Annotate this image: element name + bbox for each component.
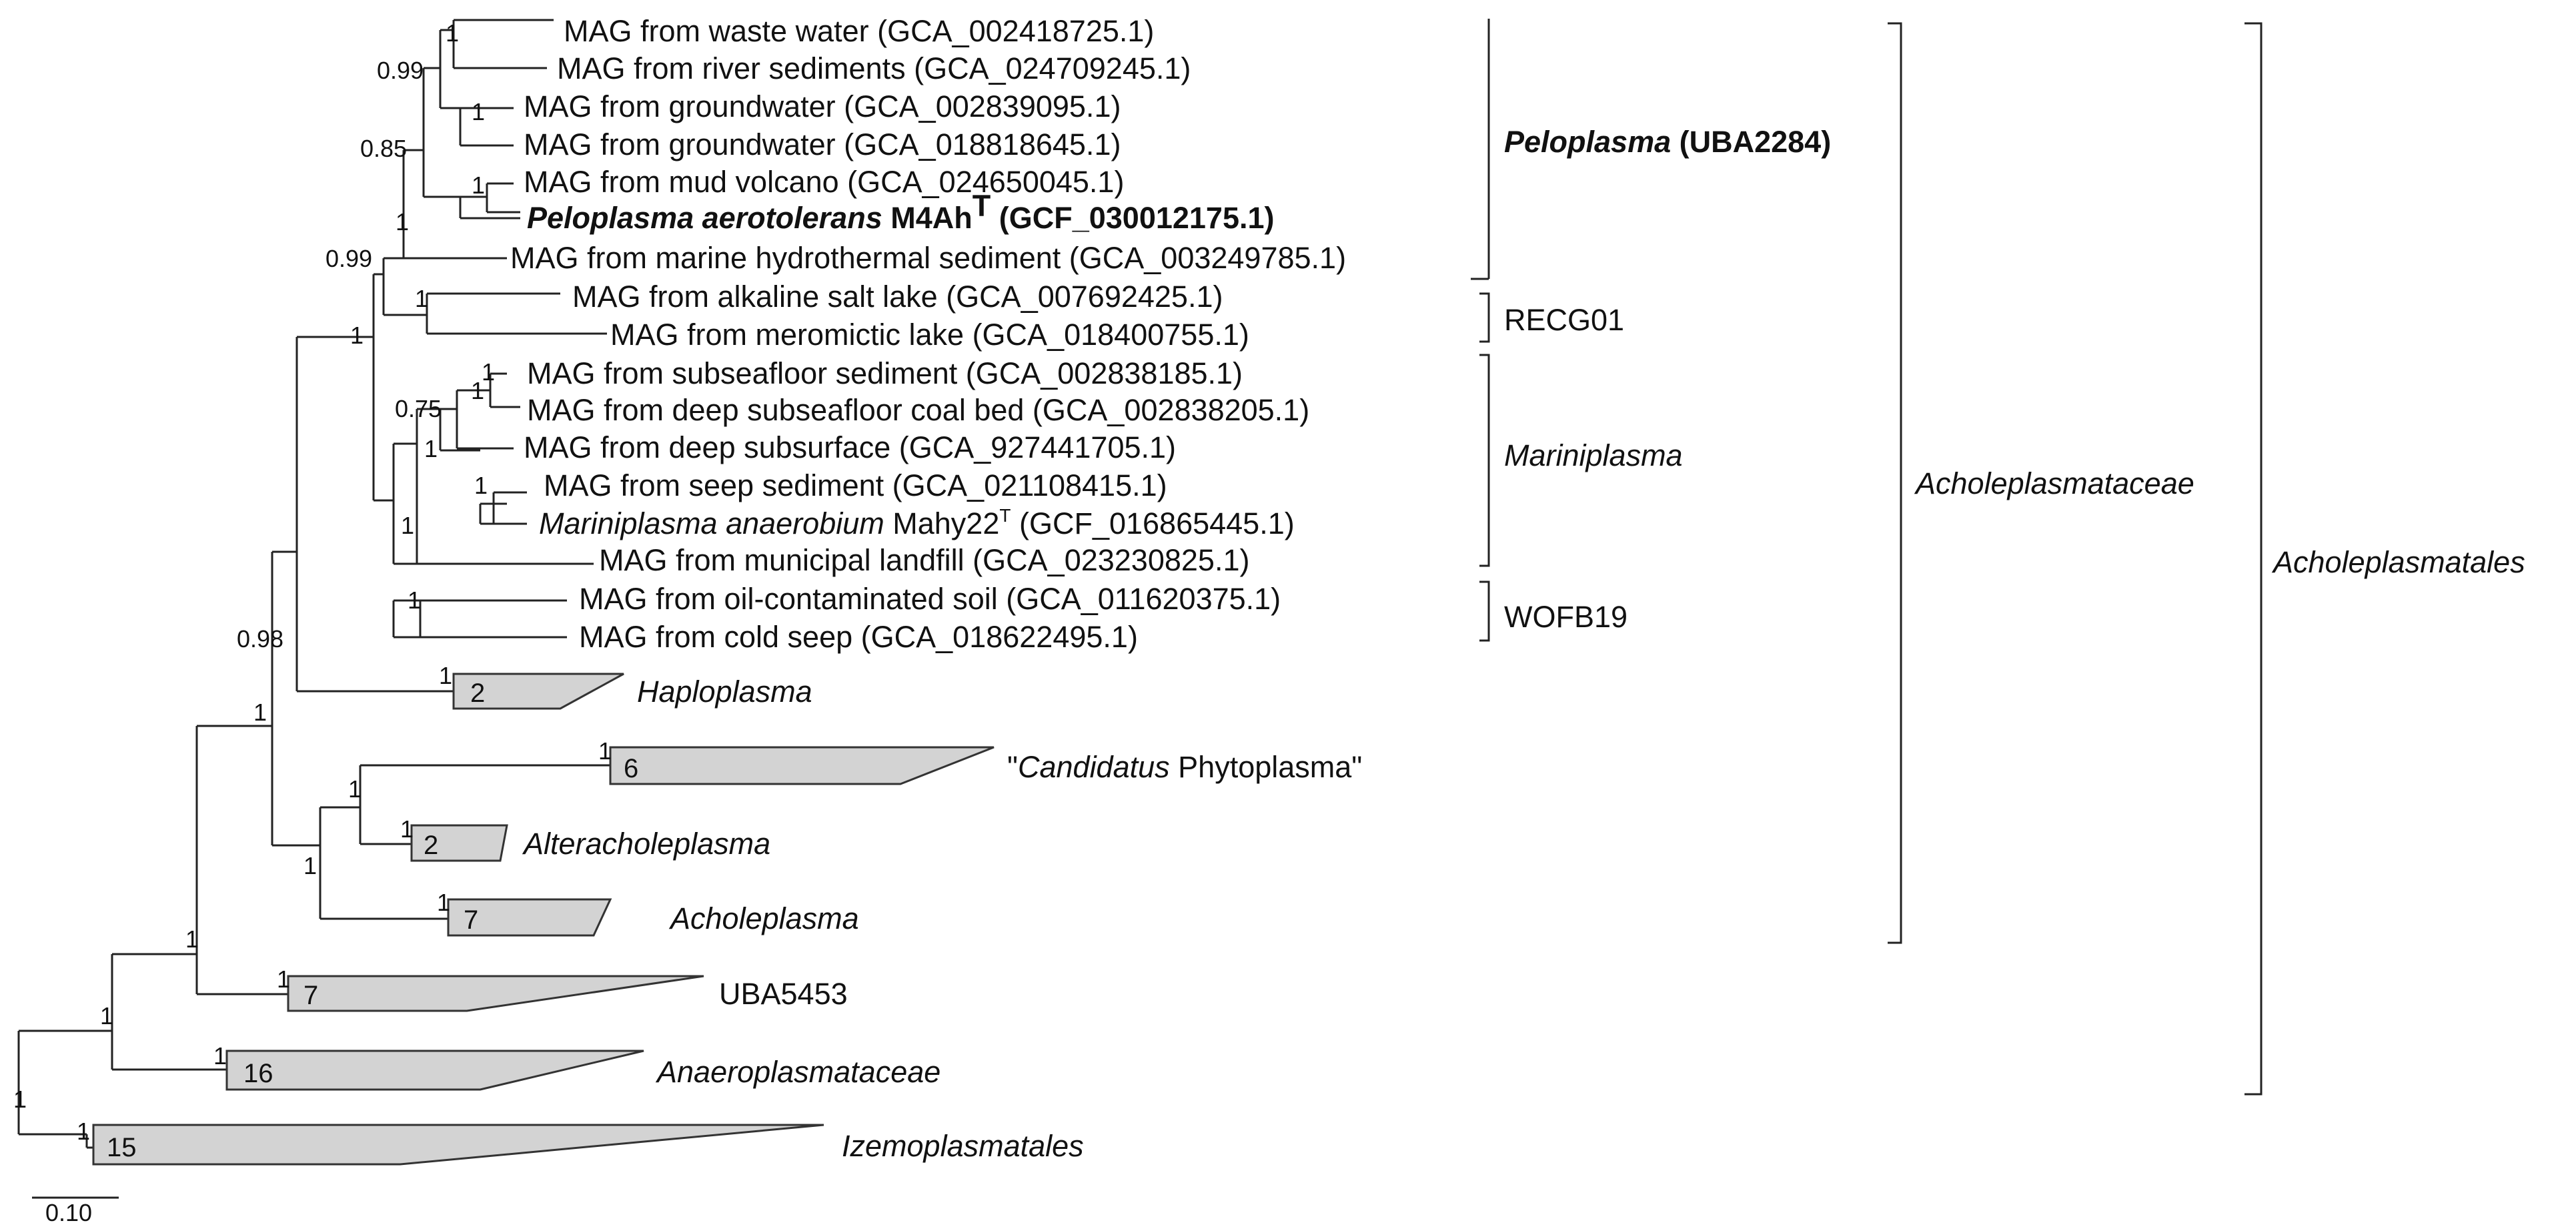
branch-wofb19b [420, 600, 567, 637]
support-value: 1 [482, 358, 496, 386]
label-anaeroplasmataceae: Anaeroplasmataceae [657, 1055, 941, 1089]
group-label-peloplasma-genus: Peloplasma [1504, 125, 1672, 159]
count-candidatus: 6 [624, 754, 639, 783]
tip-label-4: MAG from mud volcano (GCA_024650045.1) [524, 165, 1125, 199]
group-label-family: Acholeplasmataceae [1916, 466, 2194, 500]
branch-root [19, 1031, 112, 1134]
branch-c9b [454, 20, 554, 68]
support-value: 1 [472, 98, 486, 125]
label-candidatus-open-quote: " [1007, 750, 1018, 784]
bracket-recg01 [1479, 294, 1489, 342]
tip-label-15: MAG from oil-contaminated soil (GCA_011620375.1) [579, 582, 1281, 616]
branch-c16 [494, 492, 527, 524]
support-value: 1 [185, 925, 199, 953]
label-candidatus-italic: Candidatus [1017, 750, 1170, 784]
tip-labels [510, 14, 1346, 654]
count-haploplasma: 2 [470, 679, 486, 708]
group-label-peloplasma-id: (UBA2284) [1671, 125, 1832, 159]
support-value: 1 [100, 1002, 114, 1030]
support-value: 1 [474, 472, 488, 499]
branch-c2 [197, 726, 291, 994]
support-value: 1 [439, 662, 453, 689]
support-value: 1 [396, 208, 410, 236]
count-anaeroplasmataceae: 16 [243, 1059, 273, 1088]
support-value: 1 [253, 699, 267, 726]
branch-c13 [457, 390, 514, 448]
branch-c9e [487, 183, 520, 212]
support-value: 1 [350, 322, 364, 349]
scale-bar-label: 0.10 [45, 1199, 93, 1223]
support-value: 1 [77, 1118, 91, 1145]
label-haploplasma: Haploplasma [637, 675, 812, 709]
support-value: 0.99 [326, 245, 373, 272]
tip-label-11: MAG from deep subsurface (GCA_927441705.1) [524, 430, 1177, 464]
tip-label-10: MAG from deep subseafloor coal bed (GCA_002838205.1) [527, 393, 1310, 427]
label-alteracholeplasma: Alteracholeplasma [524, 827, 771, 861]
support-value: 1 [213, 1042, 227, 1070]
support-value: 0.98 [237, 625, 284, 653]
group-label-peloplasma [1504, 125, 1831, 159]
tip-label-7: MAG from alkaline salt lake (GCA_007692425.1) [572, 280, 1223, 314]
tip-label-6: MAG from marine hydrothermal sediment (GCA_003249785.1) [510, 241, 1347, 275]
tip-label-5-genus: Peloplasma aerotolerans [527, 201, 882, 235]
support-value: 1 [446, 19, 460, 47]
wedge-anaeroplasmataceae [227, 1051, 644, 1090]
support-value: 1 [13, 1086, 27, 1113]
support-value: 0.75 [395, 395, 442, 422]
label-candidatus [1007, 750, 1362, 784]
branch-c9d [460, 197, 520, 218]
tip-label-13-genus: Mariniplasma anaerobium [539, 506, 884, 540]
tip-label-16: MAG from cold seep (GCA_018622495.1) [579, 620, 1138, 654]
wedge-candidatus [610, 747, 994, 784]
bracket-family [1888, 23, 1901, 943]
group-label-wofb19: WOFB19 [1504, 600, 1628, 634]
support-value: 1 [472, 171, 486, 199]
label-candidatus-rest: Phytoplasma" [1169, 750, 1363, 784]
bracket-mariniplasma [1479, 355, 1489, 566]
tip-label-5-acc: (GCF_030012175.1) [991, 201, 1275, 235]
group-labels [1504, 125, 2525, 634]
bracket-wofb19 [1479, 582, 1489, 641]
wedge-uba5453 [288, 976, 704, 1011]
branch-c8 [404, 150, 507, 258]
tip-label-2: MAG from groundwater (GCA_002839095.1) [524, 89, 1121, 123]
support-value: 1 [277, 965, 291, 993]
tip-label-14: MAG from municipal landfill (GCA_023230825.1) [599, 543, 1250, 577]
branch-c9 [424, 68, 460, 197]
support-value: 1 [408, 586, 422, 614]
branch-c5 [320, 807, 451, 919]
tip-label-0: MAG from waste water (GCA_002418725.1) [564, 14, 1155, 48]
tip-label-5-strain: M4Ah [882, 201, 973, 235]
tip-label-3: MAG from groundwater (GCA_018818645.1) [524, 127, 1121, 161]
group-label-recg01: RECG01 [1504, 303, 1625, 337]
tip-label-13-strain: Mahy22 [884, 506, 1000, 540]
tip-label-5-sup: T [972, 189, 991, 223]
group-brackets [1471, 19, 2261, 1094]
count-uba5453: 7 [303, 981, 319, 1010]
label-uba5453: UBA5453 [719, 977, 848, 1011]
branch-c12 [440, 409, 480, 450]
support-value: 1 [348, 775, 362, 803]
label-izemoplasmatales: Izemoplasmatales [842, 1129, 1084, 1163]
group-label-mariniplasma: Mariniplasma [1504, 438, 1683, 472]
tip-label-9: MAG from subseafloor sediment (GCA_002838185.1) [527, 356, 1243, 390]
label-acholeplasma: Acholeplasma [670, 901, 859, 935]
branch-c15 [480, 504, 514, 524]
support-value: 0.99 [377, 57, 424, 84]
branch-c9c [460, 108, 514, 145]
support-value: 1 [401, 512, 415, 539]
branch-c1 [112, 954, 227, 1070]
support-value: 1 [437, 889, 451, 916]
group-label-order: Acholeplasmatales [2273, 545, 2525, 579]
tip-label-8: MAG from meromictic lake (GCA_018400755.1) [610, 318, 1249, 352]
bracket-order [2244, 23, 2261, 1094]
count-acholeplasma: 7 [464, 905, 479, 935]
tip-label-12: MAG from seep sediment (GCA_021108415.1) [544, 468, 1167, 502]
support-value: 1 [303, 852, 317, 879]
count-alteracholeplasma: 2 [424, 831, 439, 860]
tip-label-1: MAG from river sediments (GCA_024709245.1) [557, 51, 1191, 85]
bracket-peloplasma [1471, 19, 1489, 279]
count-izemoplasmatales: 15 [107, 1133, 137, 1162]
tip-label-13-sup: T [999, 505, 1011, 526]
support-value: 1 [598, 737, 612, 765]
tip-label-13 [539, 505, 1295, 540]
support-value: 1 [471, 377, 485, 404]
tip-label-13-acc: (GCF_016865445.1) [1011, 506, 1295, 540]
support-value: 0.85 [360, 135, 408, 162]
wedge-izemoplasmatales [93, 1125, 824, 1164]
support-value: 1 [400, 815, 414, 843]
scale-bar [32, 1198, 119, 1223]
support-value: 1 [415, 285, 429, 312]
support-value: 1 [424, 435, 438, 462]
